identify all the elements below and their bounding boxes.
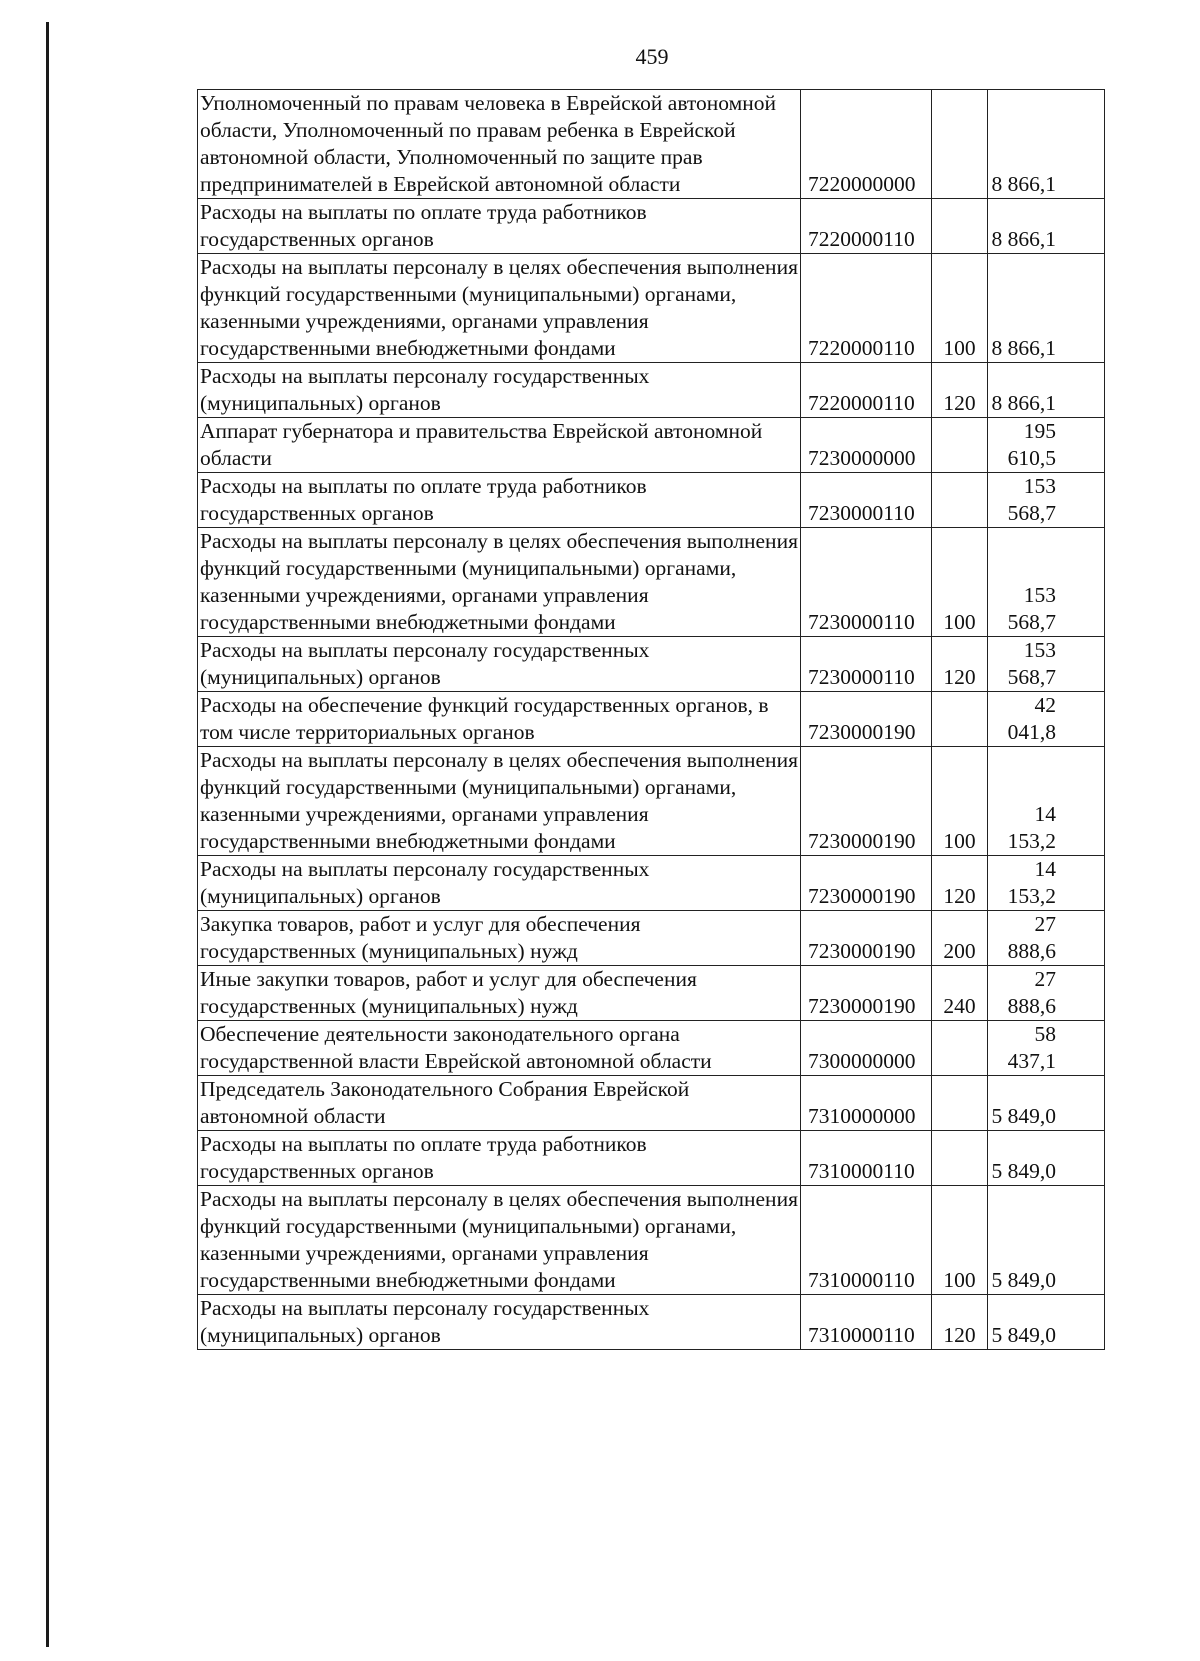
row-amount: 5 849,0 xyxy=(988,1131,1105,1186)
row-name: Расходы на выплаты персоналу в целях обеспечения выполнения функций государственными (муниципальными) органами, казенными учреждениями, органами управления государственными внебюджетными фондами xyxy=(198,528,801,637)
budget-table xyxy=(197,89,1105,1350)
row-target-code: 7230000110 xyxy=(801,473,932,528)
row-name: Расходы на выплаты персоналу в целях обеспечения выполнения функций государственными (муниципальными) органами, казенными учреждениями, органами управления государственными внебюджетными фондами xyxy=(198,254,801,363)
table-row xyxy=(198,911,1105,966)
table-row xyxy=(198,363,1105,418)
row-target-code: 7220000110 xyxy=(801,363,932,418)
row-target-code: 7220000000 xyxy=(801,90,932,199)
row-target-code: 7230000190 xyxy=(801,856,932,911)
row-target-code: 7230000190 xyxy=(801,747,932,856)
row-amount: 153 568,7 xyxy=(988,637,1105,692)
row-expense-type xyxy=(932,90,988,199)
row-name: Уполномоченный по правам человека в Еврейской автономной области, Уполномоченный по правам ребенка в Еврейской автономной области, Уполномоченный по защите прав предпринимателей в Еврейской автономной области xyxy=(198,90,801,199)
row-target-code: 7220000110 xyxy=(801,254,932,363)
row-amount: 5 849,0 xyxy=(988,1295,1105,1350)
table-row xyxy=(198,1021,1105,1076)
row-amount: 8 866,1 xyxy=(988,363,1105,418)
row-target-code: 7230000000 xyxy=(801,418,932,473)
row-amount: 5 849,0 xyxy=(988,1186,1105,1295)
row-amount: 14 153,2 xyxy=(988,747,1105,856)
row-name: Расходы на выплаты по оплате труда работников государственных органов xyxy=(198,199,801,254)
row-amount: 8 866,1 xyxy=(988,199,1105,254)
row-expense-type xyxy=(932,418,988,473)
row-amount: 153 568,7 xyxy=(988,473,1105,528)
row-amount: 195 610,5 xyxy=(988,418,1105,473)
row-target-code: 7220000110 xyxy=(801,199,932,254)
table-row xyxy=(198,528,1105,637)
row-expense-type: 200 xyxy=(932,911,988,966)
row-amount: 5 849,0 xyxy=(988,1076,1105,1131)
page-number: 459 xyxy=(635,44,669,69)
table-row xyxy=(198,856,1105,911)
row-amount: 27 888,6 xyxy=(988,966,1105,1021)
row-name: Расходы на выплаты персоналу государственных (муниципальных) органов xyxy=(198,363,801,418)
row-name: Расходы на обеспечение функций государственных органов, в том числе территориальных органов xyxy=(198,692,801,747)
row-amount: 42 041,8 xyxy=(988,692,1105,747)
row-amount: 58 437,1 xyxy=(988,1021,1105,1076)
row-name: Расходы на выплаты по оплате труда работников государственных органов xyxy=(198,1131,801,1186)
row-target-code: 7310000000 xyxy=(801,1076,932,1131)
row-target-code: 7230000190 xyxy=(801,911,932,966)
row-name: Расходы на выплаты персоналу в целях обеспечения выполнения функций государственными (муниципальными) органами, казенными учреждениями, органами управления государственными внебюджетными фондами xyxy=(198,747,801,856)
row-expense-type: 100 xyxy=(932,1186,988,1295)
row-expense-type: 100 xyxy=(932,528,988,637)
row-expense-type xyxy=(932,473,988,528)
row-target-code: 7230000190 xyxy=(801,966,932,1021)
table-row xyxy=(198,692,1105,747)
row-name: Председатель Законодательного Собрания Еврейской автономной области xyxy=(198,1076,801,1131)
table-row xyxy=(198,254,1105,363)
table-row xyxy=(198,1131,1105,1186)
row-expense-type: 100 xyxy=(932,254,988,363)
row-target-code: 7230000190 xyxy=(801,692,932,747)
table-row xyxy=(198,637,1105,692)
table-row xyxy=(198,199,1105,254)
row-expense-type xyxy=(932,1076,988,1131)
row-expense-type xyxy=(932,1131,988,1186)
row-expense-type: 120 xyxy=(932,637,988,692)
row-name: Расходы на выплаты персоналу в целях обеспечения выполнения функций государственными (муниципальными) органами, казенными учреждениями, органами управления государственными внебюджетными фондами xyxy=(198,1186,801,1295)
row-target-code: 7310000110 xyxy=(801,1295,932,1350)
row-target-code: 7310000110 xyxy=(801,1131,932,1186)
row-amount: 27 888,6 xyxy=(988,911,1105,966)
row-amount: 153 568,7 xyxy=(988,528,1105,637)
row-amount: 8 866,1 xyxy=(988,90,1105,199)
row-name: Иные закупки товаров, работ и услуг для обеспечения государственных (муниципальных) нужд xyxy=(198,966,801,1021)
row-expense-type: 120 xyxy=(932,363,988,418)
table-row xyxy=(198,473,1105,528)
row-expense-type xyxy=(932,692,988,747)
row-name: Расходы на выплаты персоналу государственных (муниципальных) органов xyxy=(198,637,801,692)
row-name: Закупка товаров, работ и услуг для обеспечения государственных (муниципальных) нужд xyxy=(198,911,801,966)
table-row xyxy=(198,1076,1105,1131)
table-row xyxy=(198,1295,1105,1350)
row-expense-type: 100 xyxy=(932,747,988,856)
row-expense-type xyxy=(932,199,988,254)
row-expense-type xyxy=(932,1021,988,1076)
table-row xyxy=(198,747,1105,856)
row-amount: 8 866,1 xyxy=(988,254,1105,363)
table-row xyxy=(198,90,1105,199)
scan-edge-line xyxy=(46,22,49,1647)
table-row xyxy=(198,418,1105,473)
table-row xyxy=(198,966,1105,1021)
row-target-code: 7230000110 xyxy=(801,637,932,692)
row-amount: 14 153,2 xyxy=(988,856,1105,911)
row-target-code: 7310000110 xyxy=(801,1186,932,1295)
row-expense-type: 120 xyxy=(932,856,988,911)
row-name: Расходы на выплаты персоналу государственных (муниципальных) органов xyxy=(198,856,801,911)
row-expense-type: 120 xyxy=(932,1295,988,1350)
row-expense-type: 240 xyxy=(932,966,988,1021)
row-name: Аппарат губернатора и правительства Еврейской автономной области xyxy=(198,418,801,473)
table-row xyxy=(198,1186,1105,1295)
row-target-code: 7300000000 xyxy=(801,1021,932,1076)
row-name: Обеспечение деятельности законодательного органа государственной власти Еврейской автономной области xyxy=(198,1021,801,1076)
row-name: Расходы на выплаты персоналу государственных (муниципальных) органов xyxy=(198,1295,801,1350)
row-name: Расходы на выплаты по оплате труда работников государственных органов xyxy=(198,473,801,528)
row-target-code: 7230000110 xyxy=(801,528,932,637)
